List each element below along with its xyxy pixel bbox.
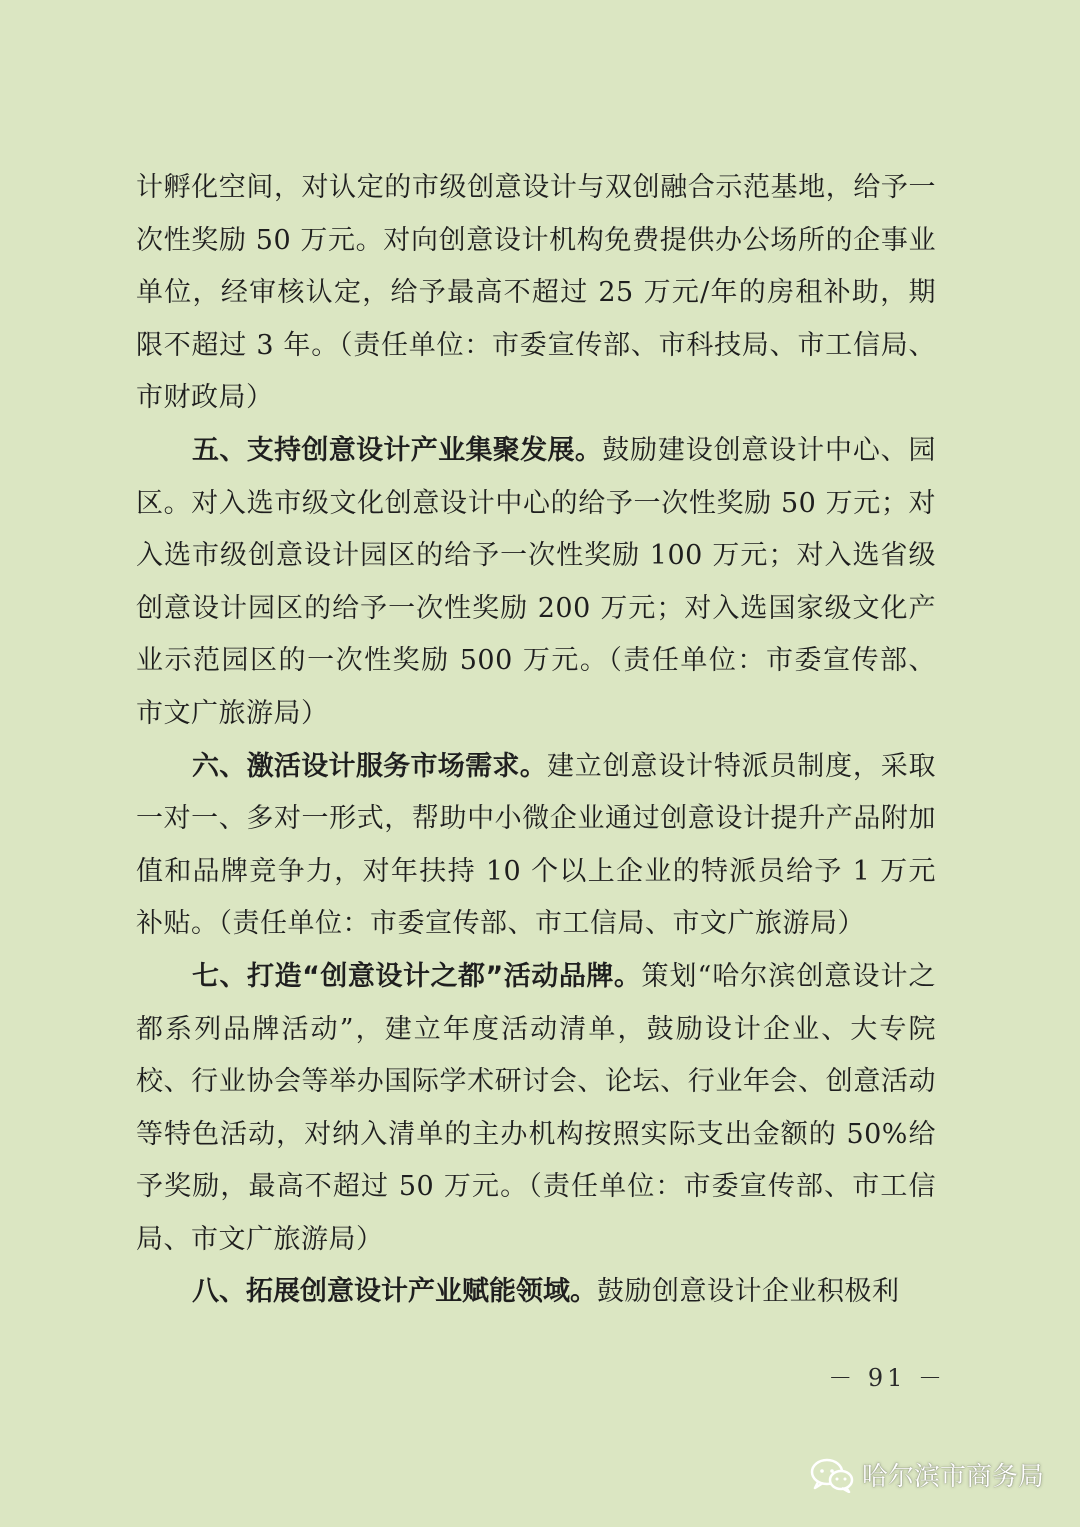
account-watermark [810, 1456, 1044, 1493]
paragraph-section-5 [136, 425, 936, 741]
section-heading: 六、激活设计服务市场需求。 [192, 750, 547, 782]
paragraph-section-7 [136, 951, 936, 1267]
paragraph-body: 策划“哈尔滨创意设计之都系列品牌活动”，建立年度活动清单，鼓励设计企业、大专院校、行业协会等举办国际学术研讨会、论坛、行业年会、创意活动等特色活动，对纳入清单的主办机构按照实际支出金额的 50%给予奖励，最高不超过 50 万元。（责任单位：市委宣传部、市工信局、市文广旅游局） [136, 960, 936, 1255]
section-heading: 八、拓展创意设计产业赋能领域。 [192, 1276, 597, 1308]
paragraph-body: 计孵化空间，对认定的市级创意设计与双创融合示范基地，给予一次性奖励 50 万元。对向创意设计机构免费提供办公场所的企事业单位，经审核认定，给予最高不超过 25 万元/年的房租补助，期限不超过 3 年。（责任单位：市委宣传部、市科技局、市工信局、市财政局） [136, 172, 936, 414]
paragraph-body: 鼓励创意设计企业积极利 [597, 1276, 900, 1308]
watermark-text: 哈尔滨市商务局 [861, 1462, 1044, 1492]
paragraph-continuation [136, 162, 936, 425]
document-body [136, 162, 936, 1319]
paragraph-body: 建立创意设计特派员制度，采取一对一、多对一形式，帮助中小微企业通过创意设计提升产品附加值和品牌竞争力，对年扶持 10 个以上企业的特派员给予 1 万元补贴。（责任单位：市委宣传部、市工信局、市文广旅游局） [136, 750, 936, 940]
paragraph-section-8 [136, 1266, 936, 1319]
section-heading: 五、支持创意设计产业集聚发展。 [192, 434, 603, 466]
paragraph-body: 鼓励建设创意设计中心、园区。对入选市级文化创意设计中心的给予一次性奖励 50 万元；对入选市级创意设计园区的给予一次性奖励 100 万元；对入选省级创意设计园区的给予一次性奖励 200 万元；对入选国家级文化产业示范园区的一次性奖励 500 万元。（责任单位：市委宣传部、市文广旅游局） [136, 434, 937, 729]
wechat-icon [810, 1457, 854, 1493]
paragraph-section-6 [136, 741, 936, 951]
section-heading: 七、打造“创意设计之都”活动品牌。 [192, 960, 642, 992]
page-number: － 91 － [828, 1364, 946, 1392]
